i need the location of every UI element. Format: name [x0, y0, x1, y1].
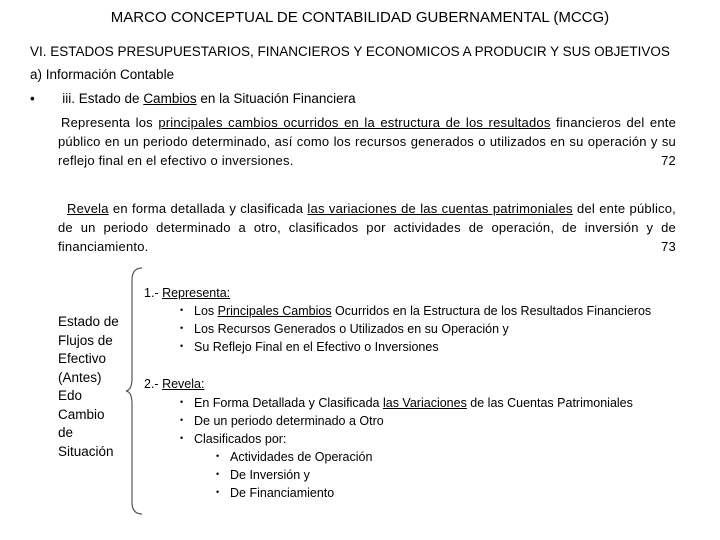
- paragraph-number: 72: [661, 153, 676, 168]
- side-label: Estado de Flujos de Efectivo (Antes) Edo Cambio de Situación: [58, 314, 119, 459]
- list-heading-1: 1.- Representa:: [144, 286, 231, 300]
- list-item: • Clasificados por:: [180, 432, 287, 446]
- item-underlined: Cambios: [143, 91, 197, 106]
- section-heading: VI. ESTADOS PRESUPUESTARIOS, FINANCIEROS Y ECONOMICOS A PRODUCIR Y SUS OBJETIVOS: [30, 44, 670, 59]
- list-item: • Su Reflejo Final en el Efectivo o Inversiones: [180, 340, 439, 354]
- list-item: • En Forma Detallada y Clasificada las Variaciones de las Cuentas Patrimoniales: [180, 396, 633, 410]
- bullet: •: [30, 91, 35, 106]
- brace-icon: [124, 266, 144, 516]
- list-item: • De un periodo determinado a Otro: [180, 414, 384, 428]
- item-heading: [30, 91, 356, 106]
- list-subitem: • Actividades de Operación: [216, 450, 373, 464]
- subsection-heading: a) Información Contable: [30, 67, 175, 82]
- item-suffix: en la Situación Financiera: [196, 91, 356, 106]
- page-title: MARCO CONCEPTUAL DE CONTABILIDAD GUBERNAMENTAL (MCCG): [110, 9, 610, 26]
- item-prefix: iii. Estado de: [62, 91, 144, 106]
- list-item: • Los Principales Cambios Ocurridos en la Estructura de los Resultados Financieros: [180, 304, 652, 318]
- list-heading-2: 2.- Revela:: [144, 377, 205, 391]
- list-subitem: • De Inversión y: [216, 468, 310, 482]
- paragraph-72: Representa los principales cambios ocurridos en la estructura de los resultados financieros del ente público en un periodo determinado, así como los recursos generados o utilizados en su operación y su reflejo final en el efectivo o inversiones. 72: [58, 115, 676, 168]
- list-item: • Los Recursos Generados o Utilizados en su Operación y: [180, 322, 509, 336]
- paragraph-73: Revela en forma detallada y clasificada las variaciones de las cuentas patrimoniales del ente público, de un periodo determinado a otro, clasificados por actividades de operación, de inversión y de financiamiento. 73: [58, 201, 676, 254]
- list-subitem: • De Financiamiento: [216, 486, 335, 500]
- paragraph-number: 73: [661, 239, 676, 254]
